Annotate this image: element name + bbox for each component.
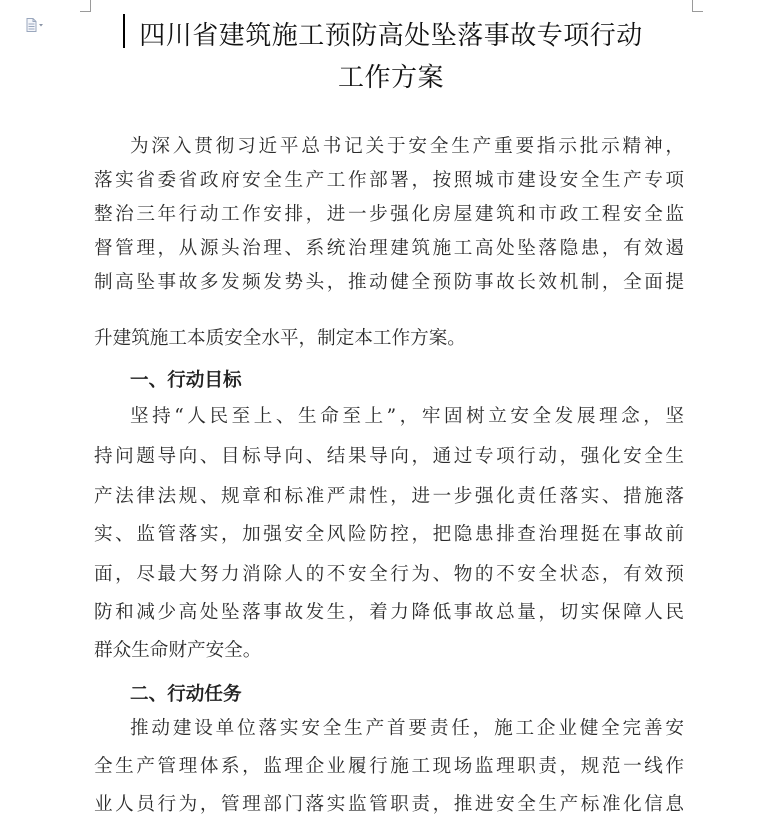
paragraph-line: 实、监管落实，加强安全风险防控，把隐患排查治理挺在事故前 (94, 524, 684, 545)
paragraph-line: 群众生命财产安全。 (94, 640, 262, 661)
paragraph-line: 产法律法规、规章和标准严肃性，进一步强化责任落实、措施落 (94, 486, 684, 507)
section-heading: 一、行动目标 (130, 370, 242, 391)
paragraph-line: 落实省委省政府安全生产工作部署，按照城市建设安全生产专项 (94, 170, 684, 191)
paragraph-line: 全生产管理体系，监理企业履行施工现场监理职责，规范一线作 (94, 756, 684, 777)
paragraph-line: 持问题导向、目标导向、结果导向，通过专项行动，强化安全生 (94, 446, 684, 467)
paragraph-line: 防和减少高处坠落事故发生，着力降低事故总量，切实保障人民 (94, 602, 684, 623)
paragraph-line: 制高坠事故多发频发势头，推动健全预防事故长效机制，全面提 (94, 272, 684, 293)
section-heading: 二、行动任务 (130, 684, 242, 705)
paragraph-line: 整治三年行动工作安排，进一步强化房屋建筑和市政工程安全监 (94, 204, 684, 225)
paragraph-line: 为深入贯彻习近平总书记关于安全生产重要指示批示精神， (130, 136, 684, 157)
paragraph-line: 面，尽最大努力消除人的不安全行为、物的不安全状态，有效预 (94, 564, 684, 585)
document-title-line2: 工作方案 (337, 63, 444, 93)
crop-mark (90, 0, 91, 11)
crop-mark (692, 11, 703, 12)
paragraph-line: 推动建设单位落实安全生产首要责任，施工企业健全完善安 (130, 718, 684, 739)
paragraph-line: 督管理，从源头治理、系统治理建筑施工高处坠落隐患，有效遏 (94, 238, 684, 259)
crop-mark (692, 0, 693, 11)
crop-mark (80, 11, 91, 12)
paragraph-line: 升建筑施工本质安全水平，制定本工作方案。 (94, 328, 466, 349)
document-title: 四川省建筑施工预防高处坠落事故专项行动 (139, 21, 643, 51)
paragraph-line: 业人员行为，管理部门落实监管职责，推进安全生产标准化信息 (94, 794, 684, 815)
paragraph-line: 坚持“人民至上、生命至上”，牢固树立安全发展理念，坚 (130, 406, 684, 427)
document-dropdown-icon[interactable] (26, 18, 46, 32)
